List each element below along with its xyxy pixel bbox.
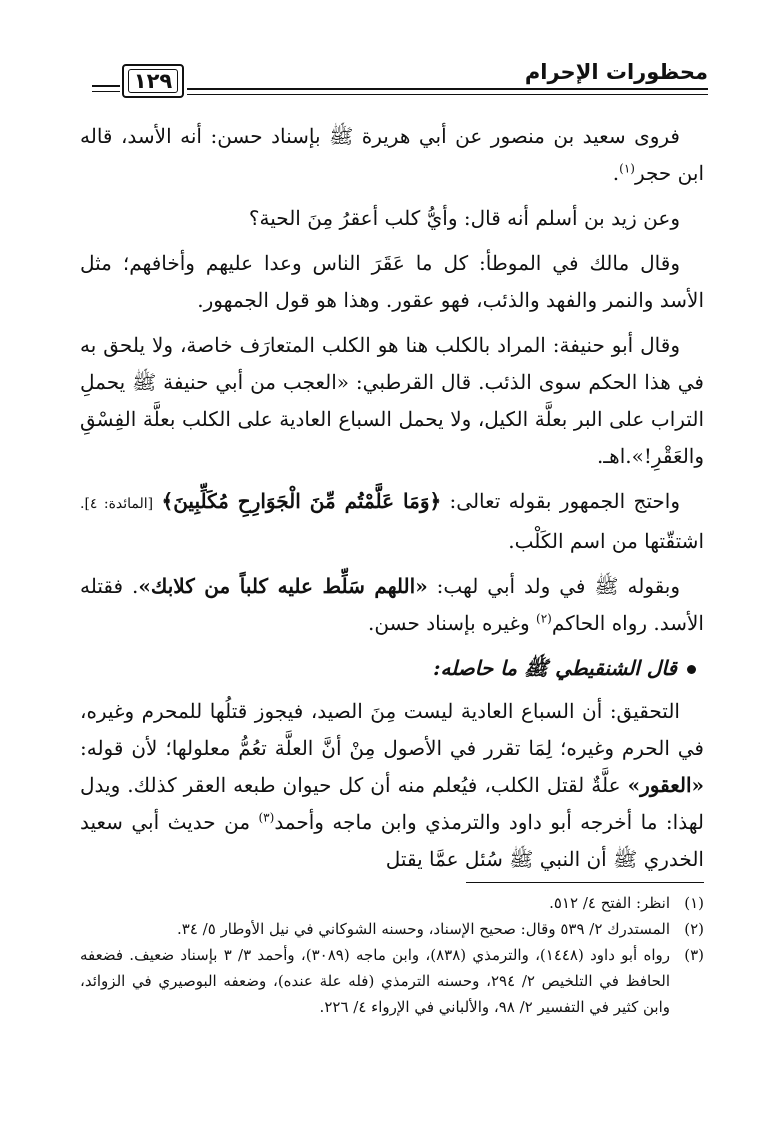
paragraph-1 [80,118,704,192]
header-rule-left [92,85,120,92]
footnote-ref-1: (١) [619,161,635,176]
footnote-separator [466,882,704,883]
footnote-item [80,916,704,942]
footnote-number: (٢) [684,920,704,938]
verse-reference: [المائدة: ٤]. [80,496,154,512]
paragraph-4: وقال أبو حنيفة: المراد بالكلب هنا هو الكلب المتعارَف خاصة، ولا يلحق به في هذا الحكم سوى الذئب. قال القرطبي: «العجب من أبي حنيفة ﷺ يحملِ التراب على البر بعلَّة الكيل، ولا يحمل السباع العادية على الكلب بعلَّة الفِسْقِ والعَقْرِ!».اهـ. [80,333,704,468]
footnotes [80,890,704,1020]
footnote-item [80,890,704,916]
paragraph-1-end: . [612,161,620,185]
paragraph-7-end: من حديث أبي سعيد الخدري ﷺ أن النبي ﷺ سُئل عمَّا يقتل [80,810,704,871]
paragraph-3: وقال مالك في الموطأ: كل ما عَقَرَ الناس وعدا عليهم وأخافهم؛ مثل الأسد والنمر والفهد والذئب، فهو عقور. وهذا هو قول الجمهور. [80,251,704,312]
footnote-text: رواه أبو داود (١٤٤٨)، والترمذي (٨٣٨)، وابن ماجه (٣٠٨٩)، وأحمد ٣/ ٣ بإسناد ضعيف. فضعفه الحافظ في التلخيص ٢/ ٢٩٤، وحسنه الترمذي (فله علة عنده)، وضعفه البوصيري في الزوائد، وابن كثير في التفسير ٢/ ٩٨، والألباني في الإرواء ٤/ ٢٢٦. [80,946,671,1016]
paragraph-7 [80,693,704,878]
section-heading-text: قال الشنقيطي ﷺ ما حاصله: [433,656,677,680]
paragraph-6 [80,568,704,642]
footnote-number: (١) [684,894,704,912]
paragraph-2: وعن زيد بن أسلم أنه قال: وأيُّ كلب أعقرُ مِنَ الحية؟ [248,206,680,230]
section-heading [80,650,704,687]
paragraph-5 [80,483,704,560]
page-header [92,58,708,104]
footnote-number: (٣) [684,946,704,964]
quran-verse: ﴿وَمَا عَلَّمْتُم مِّنَ الْجَوَارِحِ مُكَلِّبِينَ﴾ [161,489,442,513]
footnote-text: المستدرك ٢/ ٥٣٩ وقال: صحيح الإسناد، وحسنه الشوكاني في نيل الأوطار ٥/ ٣٤. [177,920,670,938]
footnote-item [80,942,704,1020]
paragraph-6-end: وغيره بإسناد حسن. [368,611,530,635]
running-title: محظورات الإحرام [524,60,708,84]
bold-term: «العقور» [627,773,705,797]
footnote-text: انظر: الفتح ٤/ ٥١٢. [549,894,670,912]
paragraph-6-mid: . فقتله الأسد. رواه الحاكم [80,574,704,635]
paragraph-5-end: اشتقّتها من اسم الكَلْب. [508,529,704,553]
paragraph-7-mid: علَّةٌ لقتل الكلب، فيُعلم منه أن كل حيوان طبعه العقر كذلك. ويدل لهذا: ما أخرجه أبو داود والترمذي وابن ماجه وأحمد [80,773,705,834]
page-number: ١٢٩ [128,69,178,93]
bullet-icon [687,665,696,674]
header-rule [187,88,708,95]
footnote-ref-3: (٣) [258,810,275,825]
footnote-ref-2: (٢) [536,611,552,626]
paragraph-7-text: التحقيق: أن السباع العادية ليست مِنَ الصيد، فيجوز قتلُها للمحرم وغيره، في الحرم وغيره؛ لِمَا تقرر في الأصول مِنْ أنَّ العلَّة تعُمُّ معلولها؛ لأن قوله: [80,699,704,760]
paragraph-1-text: فروى سعيد بن منصور عن أبي هريرة ﷺ بإسناد حسن: أنه الأسد، قاله ابن حجر [80,124,704,185]
paragraph-5-text: واحتج الجمهور بقوله تعالى: [449,489,680,513]
body-text [80,118,704,886]
paragraph-6-text: وبقوله ﷺ في ولد أبي لهب: [436,574,680,598]
hadith-quote: «اللهم سَلِّط عليه كلباً من كلابك» [138,574,428,598]
page-number-frame [122,64,184,98]
